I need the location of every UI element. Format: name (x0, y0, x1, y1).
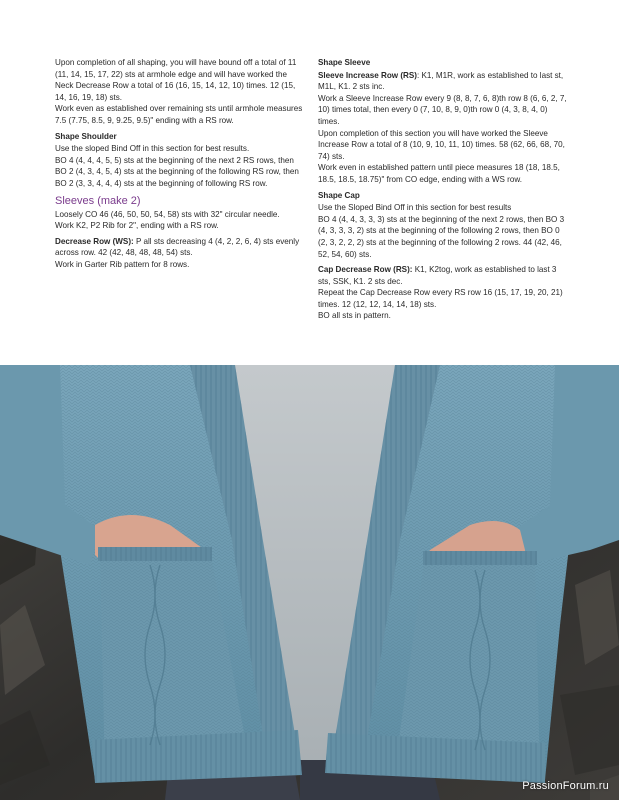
sleeve-increase-text: : K1, M1R, work as established to last st, M1L, K1. 2 sts inc. (318, 70, 564, 92)
left-column (55, 57, 303, 275)
shape-cap-heading: Shape Cap (318, 190, 360, 200)
decrease-row-paragraph: Work in Garter Rib pattern for 8 rows. (55, 259, 190, 269)
sleeve-paragraph: Upon completion of this section you will have worked the Sleeve Increase Row a total of 8 (10, 9, 10, 11, 10) times. 58 (62, 66, 68, 70, 74) sts. (318, 128, 565, 161)
sleeve-paragraph: Work even in established pattern until piece measures 18 (18, 18.5, 18.5, 18.5, 18.75)" from CO edge, ending with a WS row. (318, 163, 560, 184)
decrease-row-text: P all sts decreasing 4 (4, 2, 2, 6, 4) sts evenly across row. 42 (42, 48, 48, 48, 54) sts. (55, 236, 300, 258)
cap-paragraph: Repeat the Cap Decrease Row every RS row 16 (15, 17, 19, 20, 21) times. 12 (12, 12, 14, 14, 18) sts. (318, 288, 563, 309)
shape-shoulder-paragraph: Use the sloped Bind Off in this section for best results. (55, 144, 250, 154)
cap-decrease-paragraph (318, 264, 568, 287)
shape-shoulder-paragraph: BO 4 (4, 4, 4, 5, 5) sts at the beginning of the next 2 RS rows, then BO 2 (4, 3, 4, 5, 4) sts at the beginning of the following RS row, then BO 2 (3, 3, 4, 4, 4) sts at the beginning of following RS row. (55, 155, 299, 188)
cardigan-photo-illustration (0, 365, 619, 800)
shape-sleeve-heading: Shape Sleeve (318, 58, 371, 67)
cardigan-photo (0, 365, 619, 800)
watermark: PassionForum.ru (522, 780, 609, 792)
intro-paragraph: Upon completion of all shaping, you will have bound off a total of 11 (11, 14, 15, 17, 22) sts at armhole edge and will have worked the Neck Decrease Row a total of 16 (16, 15, 14, 12, 10) times. 12 (15, 14, 16, 19, 18) sts. (55, 58, 297, 102)
sleeves-heading: Sleeves (make 2) (55, 194, 141, 207)
sleeve-increase-label: Sleeve Increase Row (RS) (318, 70, 417, 80)
cap-decrease-label: Cap Decrease Row (RS): (318, 265, 413, 275)
sleeves-paragraph: Loosely CO 46 (46, 50, 50, 54, 58) sts with 32" circular needle. (55, 209, 280, 219)
sleeves-paragraph: Work K2, P2 Rib for 2", ending with a RS row. (55, 221, 219, 231)
shape-shoulder-heading: Shape Shoulder (55, 131, 117, 141)
intro-paragraph: Work even as established over remaining sts until armhole measures 7.5 (7.75, 8.5, 9, 9.25, 9.5)" ending with a RS row. (55, 104, 303, 125)
sleeve-paragraph: Work a Sleeve Increase Row every 9 (8, 8, 7, 6, 8)th row 8 (6, 6, 2, 7, 10) times total, then every 0 (7, 10, 8, 9, 0)th row 0 (4, 3, 8, 4, 0) times. (318, 93, 567, 126)
right-column (318, 57, 568, 326)
decrease-row-paragraph (55, 236, 303, 259)
sleeve-increase-paragraph (318, 70, 568, 93)
pattern-text-area (0, 0, 619, 365)
cap-decrease-text: K1, K2tog, work as established to last 3 sts, SSK, K1. 2 sts dec. (318, 265, 557, 286)
shape-cap-paragraph: Use the Sloped Bind Off in this section for best results (318, 203, 512, 213)
shape-cap-paragraph: BO 4 (4, 4, 3, 3, 3) sts at the beginning of the next 2 rows, then BO 3 (4, 3, 3, 3, 2) sts at the beginning of the following 2 rows, then BO 0 (2, 3, 2, 2, 2) sts at the beginning of the following 2 rows. 44 (42, 46, 52, 54, 60) sts. (318, 214, 565, 259)
cap-paragraph: BO all sts in pattern. (318, 311, 391, 321)
decrease-row-label: Decrease Row (WS): (55, 236, 134, 246)
